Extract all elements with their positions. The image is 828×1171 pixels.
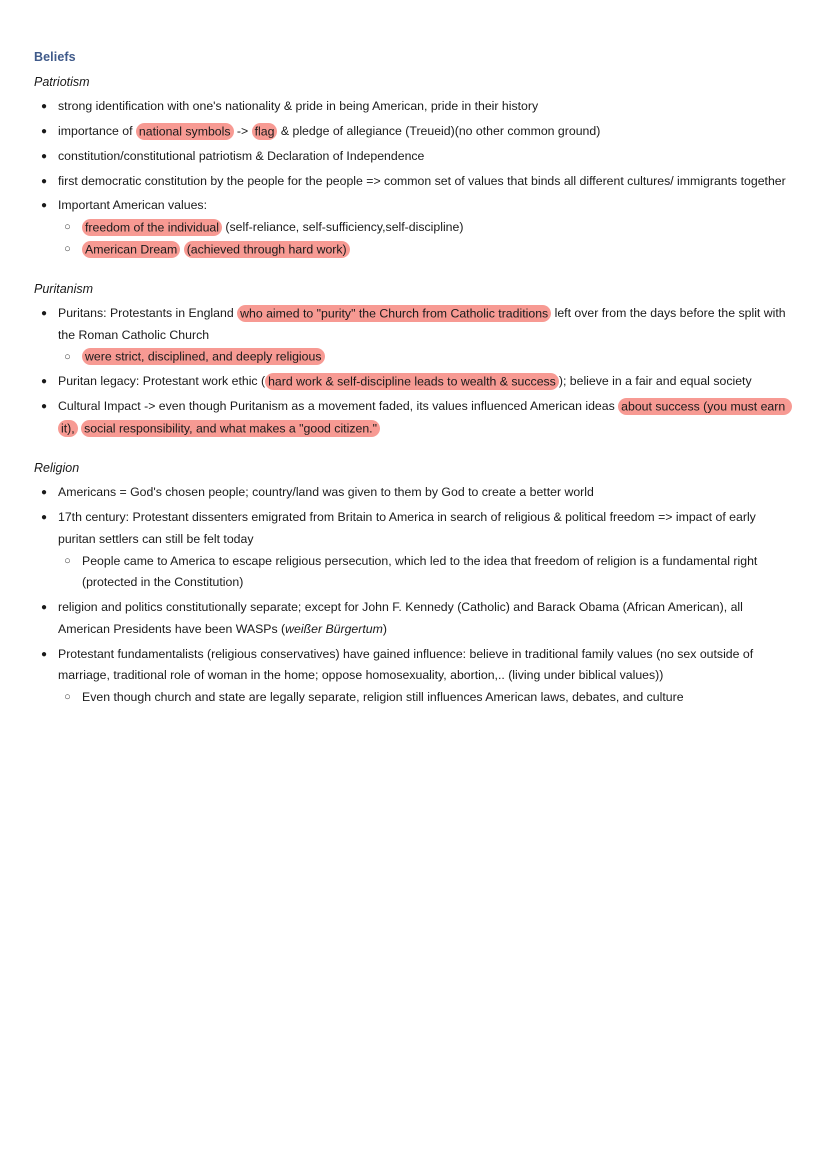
list-item — [34, 507, 794, 594]
bullet-icon: ● — [40, 126, 48, 138]
bullet-icon: ● — [40, 175, 48, 187]
text-run: (self-reliance, self-sufficiency,self-discipline) — [221, 220, 464, 235]
bullet-list — [34, 482, 794, 709]
page-title: Beliefs — [34, 50, 76, 64]
sub-list-item-text — [82, 690, 684, 704]
text-run: religion and politics constitutionally separate; except for John F. Kennedy (Catholic) and Barack Obama (African American), all American Presidents have been WASPs ( — [58, 600, 746, 636]
list-item-text — [58, 373, 752, 390]
list-item — [34, 195, 794, 260]
list-item-text — [58, 398, 792, 437]
hollow-bullet-icon: ○ — [64, 221, 71, 234]
sub-list-item — [58, 217, 794, 239]
bullet-icon: ● — [40, 200, 48, 212]
sections-container — [34, 74, 794, 709]
list-item — [34, 171, 794, 193]
bullet-icon: ● — [40, 376, 48, 388]
list-item-text — [58, 174, 786, 188]
highlighted-text: flag — [252, 123, 278, 140]
list-item — [34, 396, 794, 440]
bullet-icon: ● — [40, 101, 48, 113]
text-run: Protestant fundamentalists (religious conservatives) have gained influence: believe in traditional family values (no sex outside of marriage, traditional role of woman in the home; oppose homosexuality, abortion,.. (living under biblical values)) — [58, 646, 757, 683]
section — [34, 74, 794, 261]
section — [34, 281, 794, 440]
sub-bullet-list — [58, 687, 794, 709]
text-run: 17th century: Protestant dissenters emigrated from Britain to America in search of religious & political freedom => impact of early puritan settlers can still be felt today — [58, 509, 760, 546]
list-item-text — [58, 198, 207, 212]
italic-text: weißer Bürgertum — [285, 621, 383, 636]
list-item — [34, 597, 794, 641]
sub-bullet-list — [58, 217, 794, 261]
hollow-bullet-icon: ○ — [64, 691, 71, 704]
text-run: strong identification with one's nationality & pride in being American, pride in their history — [58, 99, 539, 114]
bullet-icon: ● — [40, 648, 48, 660]
text-run: first democratic constitution by the people for the people => common set of values that binds all different cultures/ immigrants together — [58, 173, 786, 188]
section — [34, 460, 794, 709]
list-item-text — [58, 485, 594, 499]
list-item-text — [58, 510, 759, 546]
hollow-bullet-icon: ○ — [64, 243, 71, 256]
highlighted-text: about success (you must earn it), — [58, 398, 792, 437]
list-item — [34, 644, 794, 709]
list-item — [34, 371, 794, 393]
list-item — [34, 121, 794, 143]
text-run: -> — [233, 124, 252, 139]
hollow-bullet-icon: ○ — [64, 350, 71, 363]
sub-bullet-list — [58, 551, 794, 595]
bullet-icon: ● — [40, 401, 48, 413]
highlighted-text: were strict, disciplined, and deeply religious — [82, 348, 325, 365]
text-run: constitution/constitutional patriotism & Declaration of Independence — [58, 148, 425, 163]
text-run: ); believe in a fair and equal society — [558, 374, 752, 389]
text-run: left over from the days before the split with the Roman Catholic Church — [58, 306, 790, 342]
highlighted-text: freedom of the individual — [82, 219, 222, 236]
highlighted-text: who aimed to "purity" the Church from Catholic traditions — [237, 305, 551, 322]
list-item-text — [58, 647, 757, 683]
highlighted-text: hard work & self-discipline leads to wealth & success — [265, 373, 559, 390]
text-run: Cultural Impact -> even though Puritanism as a movement faded, its values influenced American ideas — [58, 399, 619, 414]
bullet-icon: ● — [40, 308, 48, 320]
text-run: People came to America to escape religious persecution, which led to the idea that freedom of religion is a fundamental right (protected in the Constitution) — [82, 553, 761, 590]
sub-list-item — [58, 551, 794, 595]
sub-list-item — [58, 687, 794, 709]
list-item — [34, 146, 794, 168]
section-heading: Religion — [34, 460, 80, 475]
text-run: Even though church and state are legally separate, religion still influences American laws, debates, and culture — [82, 690, 684, 705]
sub-list-item-text — [82, 348, 325, 365]
sub-list-item — [58, 347, 794, 369]
list-item — [34, 303, 794, 368]
text-run: Americans = God's chosen people; country/land was given to them by God to create a better world — [58, 485, 594, 500]
text-run: & pledge of allegiance (Treueid)(no other common ground) — [277, 124, 601, 139]
highlighted-text: (achieved through hard work) — [184, 241, 350, 258]
list-item-text — [58, 149, 424, 163]
list-item-text — [58, 600, 746, 636]
bullet-icon: ● — [40, 150, 48, 162]
bullet-icon: ● — [40, 487, 48, 499]
highlighted-text: American Dream — [82, 241, 180, 258]
section-heading: Puritanism — [34, 281, 94, 296]
sub-list-item-text — [82, 554, 761, 590]
text-run: Puritans: Protestants in England — [58, 306, 238, 321]
sub-list-item-text — [82, 241, 350, 258]
list-item-text — [58, 305, 789, 342]
list-item-text — [58, 123, 600, 140]
bullet-list — [34, 96, 794, 261]
list-item — [34, 482, 794, 504]
highlighted-text: national symbols — [136, 123, 234, 140]
sub-list-item-text — [82, 219, 463, 236]
highlighted-text: social responsibility, and what makes a "good citizen." — [81, 420, 380, 437]
hollow-bullet-icon: ○ — [64, 554, 71, 567]
list-item-text — [58, 99, 538, 113]
text-run: Important American values: — [58, 198, 207, 213]
bullet-icon: ● — [40, 602, 48, 614]
bullet-icon: ● — [40, 511, 48, 523]
text-run: importance of — [58, 124, 136, 139]
text-run: ) — [382, 621, 387, 636]
sub-list-item — [58, 239, 794, 261]
sub-bullet-list — [58, 347, 794, 369]
section-heading: Patriotism — [34, 75, 90, 89]
list-item — [34, 96, 794, 118]
text-run: Puritan legacy: Protestant work ethic ( — [58, 374, 266, 389]
bullet-list — [34, 303, 794, 440]
